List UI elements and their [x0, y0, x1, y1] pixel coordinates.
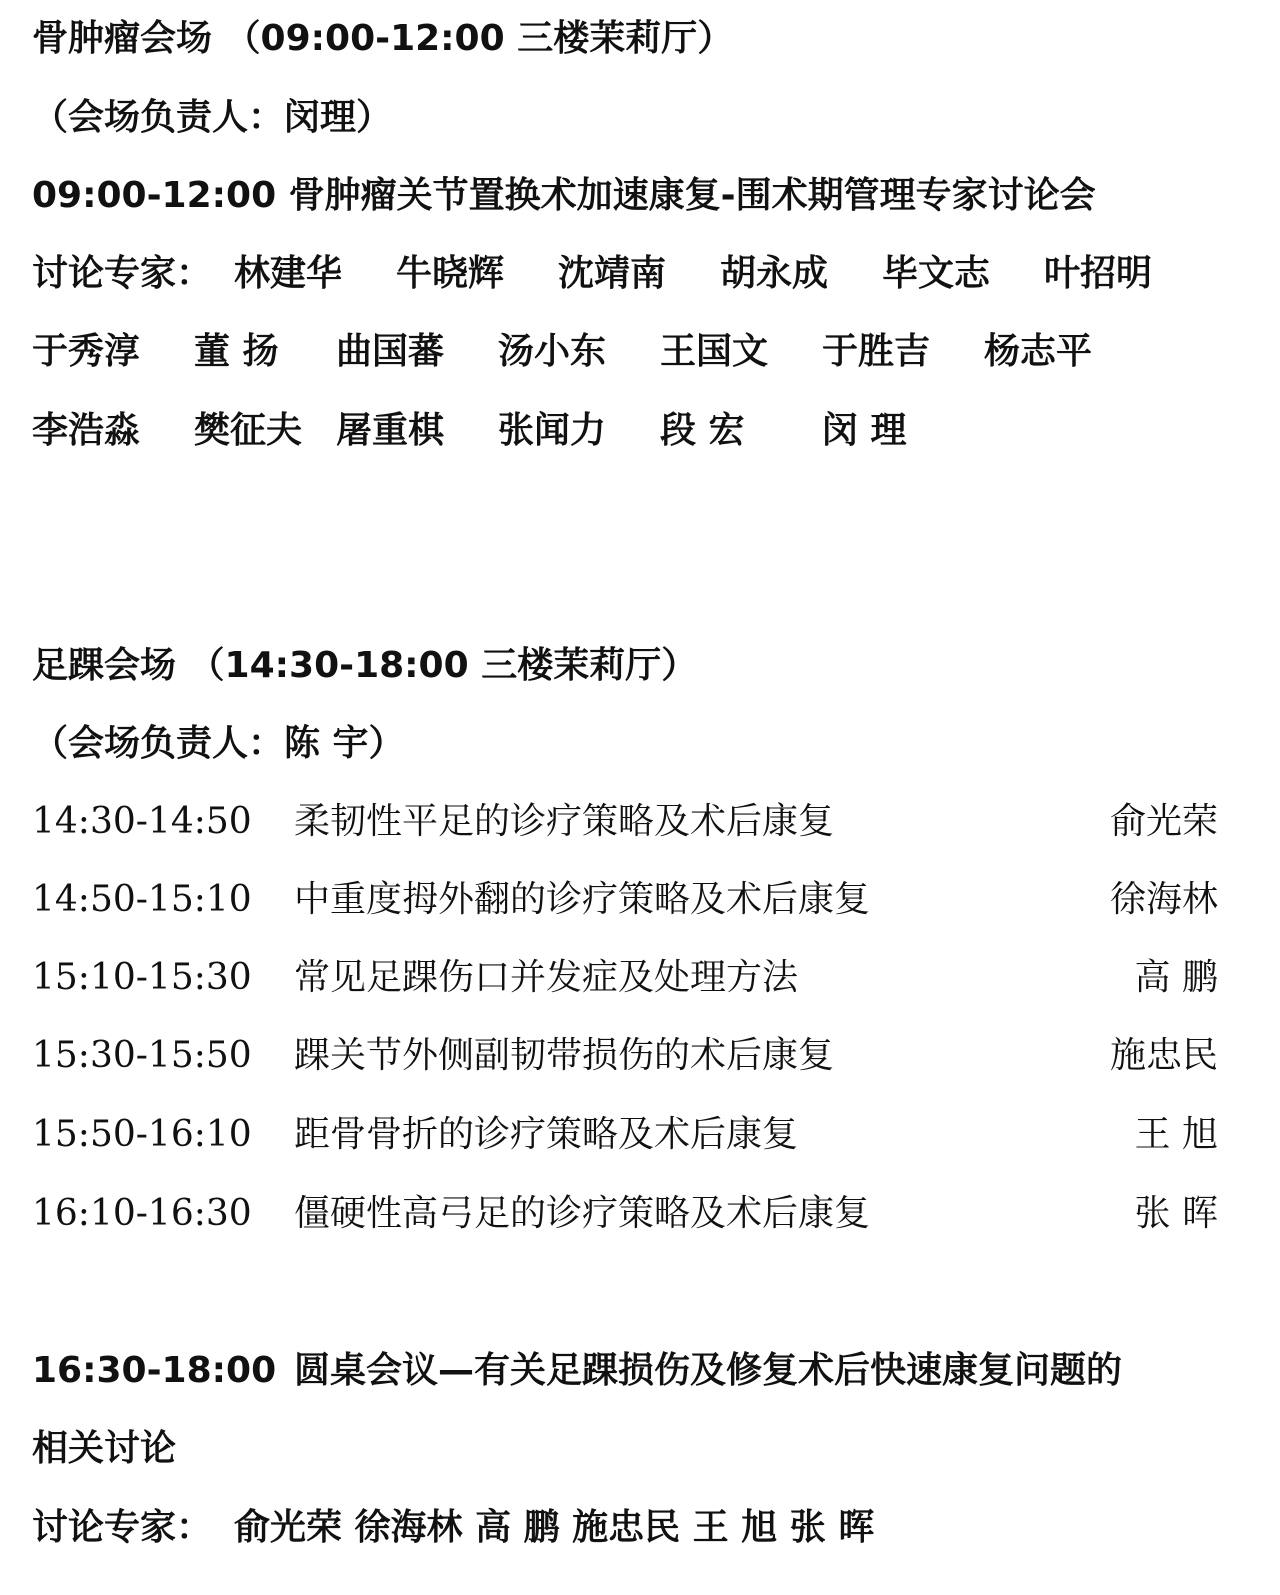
expert-name: 董 扬 — [194, 331, 279, 372]
schedule-topic: 常见足踝伤口并发症及处理方法 — [294, 957, 799, 998]
session1-title: 骨肿瘤会场 （09:00-12:00 三楼茉莉厅） — [32, 18, 734, 59]
session1-experts-row3 — [32, 406, 1232, 456]
schedule-topic: 柔韧性平足的诊疗策略及术后康复 — [294, 801, 835, 842]
expert-name: 屠重棋 — [336, 410, 445, 451]
expert-name: 于秀淳 — [32, 331, 141, 372]
expert-name: 闵 理 — [822, 410, 907, 451]
expert-name: 汤小东 — [498, 331, 607, 372]
experts-label: 讨论专家： — [32, 253, 213, 294]
expert-name: 李浩淼 — [32, 410, 141, 451]
expert-name: 沈靖南 — [558, 253, 667, 294]
session1-experts-row2 — [32, 327, 1232, 377]
schedule-row — [32, 1110, 1218, 1160]
expert-name: 张闻力 — [498, 410, 607, 451]
experts-label: 讨论专家： — [32, 1507, 213, 1548]
schedule-row — [32, 875, 1218, 925]
schedule-topic: 距骨骨折的诊疗策略及术后康复 — [294, 1114, 799, 1155]
schedule-topic: 踝关节外侧副韧带损伤的术后康复 — [294, 1035, 835, 1076]
expert-name: 于胜吉 — [822, 331, 931, 372]
schedule-speaker: 徐海林 — [1109, 879, 1218, 920]
expert-names: 俞光荣 徐海林 高 鹏 施忠民 王 旭 张 晖 — [234, 1507, 875, 1548]
expert-name: 王国文 — [660, 331, 769, 372]
session1-agenda: 09:00-12:00 骨肿瘤关节置换术加速康复-围术期管理专家讨论会 — [32, 175, 1096, 216]
expert-name: 杨志平 — [984, 331, 1093, 372]
schedule-time: 15:30-15:50 — [32, 1035, 252, 1076]
roundtable-row — [32, 1346, 1232, 1396]
schedule-time: 15:50-16:10 — [32, 1114, 252, 1155]
expert-name: 曲国蕃 — [336, 331, 445, 372]
session2-title: 足踝会场 （14:30-18:00 三楼茉莉厅） — [32, 645, 698, 686]
schedule-topic: 中重度拇外翻的诊疗策略及术后康复 — [294, 879, 871, 920]
schedule-row — [32, 1031, 1218, 1081]
roundtable-title: 圆桌会议—有关足踝损伤及修复术后快速康复问题的 — [294, 1350, 1123, 1391]
session1-experts-row1 — [32, 249, 1232, 299]
schedule-time: 16:10-16:30 — [32, 1193, 252, 1234]
schedule-topic: 僵硬性高弓足的诊疗策略及术后康复 — [294, 1193, 871, 1234]
schedule-time: 15:10-15:30 — [32, 957, 252, 998]
expert-name: 樊征夫 — [194, 410, 303, 451]
expert-name: 牛晓辉 — [396, 253, 505, 294]
expert-name: 叶招明 — [1044, 253, 1153, 294]
schedule-speaker: 王 旭 — [1134, 1114, 1218, 1155]
schedule-speaker: 俞光荣 — [1109, 801, 1218, 842]
schedule-speaker: 高 鹏 — [1134, 957, 1218, 998]
schedule-speaker: 张 晖 — [1134, 1193, 1218, 1234]
expert-name: 毕文志 — [882, 253, 991, 294]
schedule-time: 14:30-14:50 — [32, 801, 252, 842]
expert-name: 胡永成 — [720, 253, 829, 294]
session2-experts-row — [32, 1503, 1232, 1553]
session1-host: （会场负责人：闵理） — [32, 97, 393, 138]
schedule-speaker: 施忠民 — [1109, 1035, 1218, 1076]
schedule-row — [32, 797, 1218, 847]
session2-host: （会场负责人：陈 宇） — [32, 723, 405, 764]
schedule-row — [32, 1189, 1218, 1239]
expert-name: 林建华 — [234, 253, 343, 294]
schedule-time: 14:50-15:10 — [32, 879, 252, 920]
schedule-row — [32, 953, 1218, 1003]
expert-name: 段 宏 — [660, 410, 745, 451]
roundtable-time: 16:30-18:00 — [32, 1350, 277, 1391]
roundtable-title-cont: 相关讨论 — [32, 1428, 177, 1469]
